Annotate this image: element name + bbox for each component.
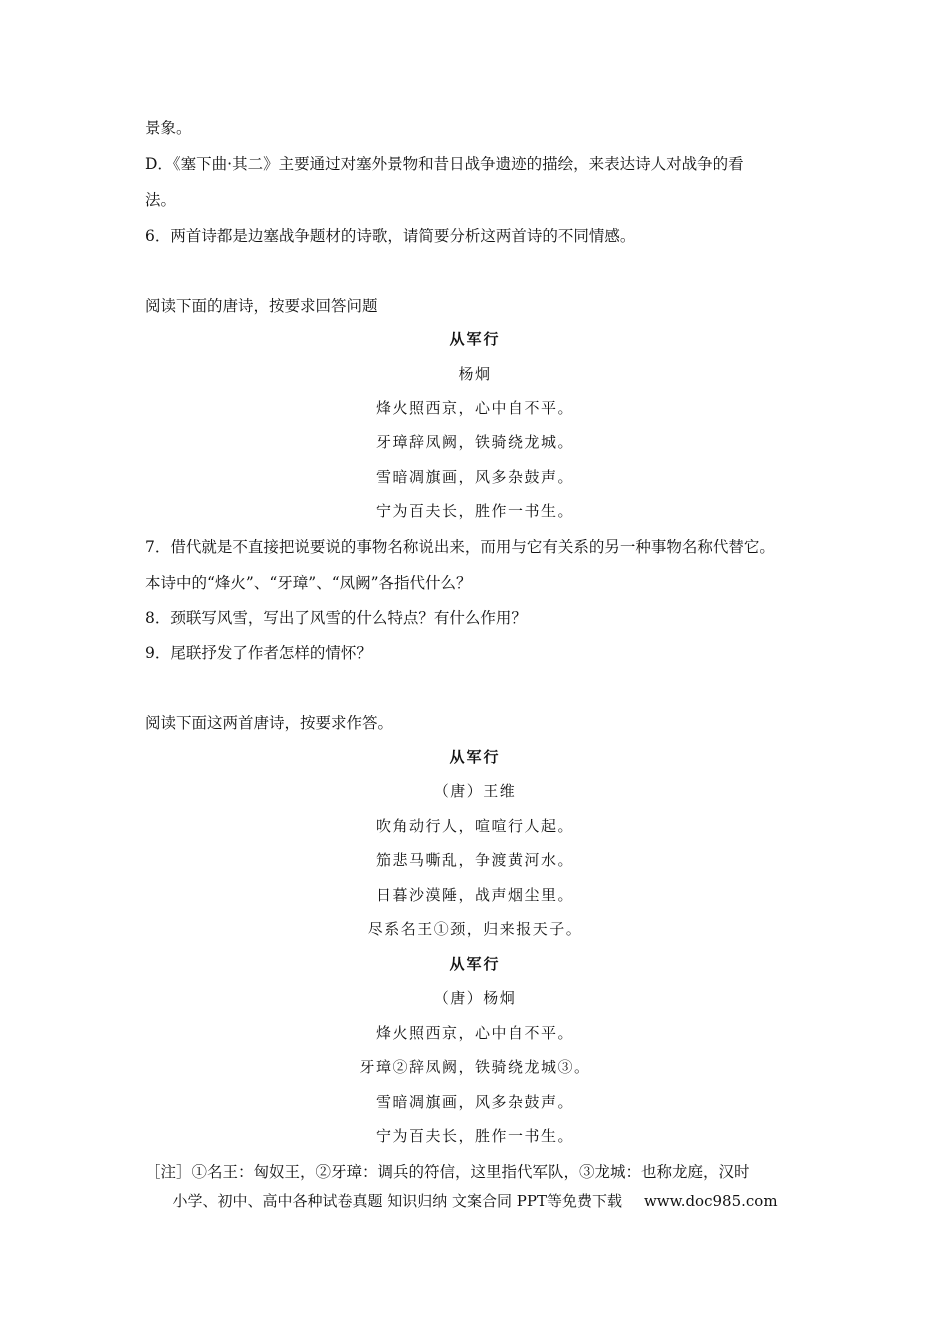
poem-2-title: 从军行 <box>449 748 501 766</box>
question-6: 6．两首诗都是边塞战争题材的诗歌，请简要分析这两首诗的不同情感。 <box>145 227 636 245</box>
footer-url[interactable]: www.doc985.com <box>643 1192 778 1210</box>
option-d: D．《塞下曲·其二》主要通过对塞外景物和昔日战争遗迹的描绘，来表达诗人对战争的看 <box>145 155 744 173</box>
footer-text: 小学、初中、高中各种试卷真题 知识归纳 文案合同 PPT等免费下载 <box>172 1192 622 1210</box>
poem-3-verse-3: 雪暗凋旗画，风多杂鼓声。 <box>375 1093 574 1111</box>
page-footer <box>0 1191 950 1211</box>
poem-3-author: （唐）杨炯 <box>433 989 517 1007</box>
question-7: 7．借代就是不直接把说要说的事物名称说出来，而用与它有关系的另一种事物名称代替它。 <box>145 538 775 556</box>
poem-2-author: （唐）王维 <box>433 782 517 800</box>
poem-2-verse-4: 尽系名王①颈，归来报天子。 <box>367 920 583 938</box>
annotation-note: ［注］①名王：匈奴王，②牙璋：调兵的符信，这里指代军队，③龙城：也称龙庭，汉时 <box>145 1163 750 1181</box>
poem-3-verse-1: 烽火照西京，心中自不平。 <box>375 1024 574 1042</box>
poem-3-verse-4: 宁为百夫长，胜作一书生。 <box>375 1127 574 1145</box>
poem-2-verse-2: 笳悲马嘶乱，争渡黄河水。 <box>375 851 574 869</box>
question-7-cont: 本诗中的“烽火”、“牙璋”、“凤阙”各指代什么？ <box>145 574 472 592</box>
reading-intro-2: 阅读下面这两首唐诗，按要求作答。 <box>145 714 394 732</box>
question-8: 8．颈联写风雪，写出了风雪的什么特点？有什么作用？ <box>145 609 527 627</box>
question-9: 9．尾联抒发了作者怎样的情怀？ <box>145 644 372 662</box>
poem-1-verse-2: 牙璋辞凤阙，铁骑绕龙城。 <box>375 433 574 451</box>
poem-2-verse-3: 日暮沙漠陲，战声烟尘里。 <box>375 886 574 904</box>
poem-1-verse-3: 雪暗凋旗画，风多杂鼓声。 <box>375 468 574 486</box>
text-line: 景象。 <box>145 119 192 137</box>
poem-2-verse-1: 吹角动行人，喧喧行人起。 <box>375 817 574 835</box>
poem-1-verse-1: 烽火照西京，心中自不平。 <box>375 399 574 417</box>
reading-intro-1: 阅读下面的唐诗，按要求回答问题 <box>145 297 378 315</box>
poem-1-author: 杨炯 <box>458 365 492 383</box>
poem-3-title: 从军行 <box>449 955 501 973</box>
poem-3-verse-2: 牙璋②辞凤阙，铁骑绕龙城③。 <box>359 1058 591 1076</box>
poem-1-title: 从军行 <box>449 330 501 348</box>
poem-1-verse-4: 宁为百夫长，胜作一书生。 <box>375 502 574 520</box>
text-line: 法。 <box>145 191 177 209</box>
